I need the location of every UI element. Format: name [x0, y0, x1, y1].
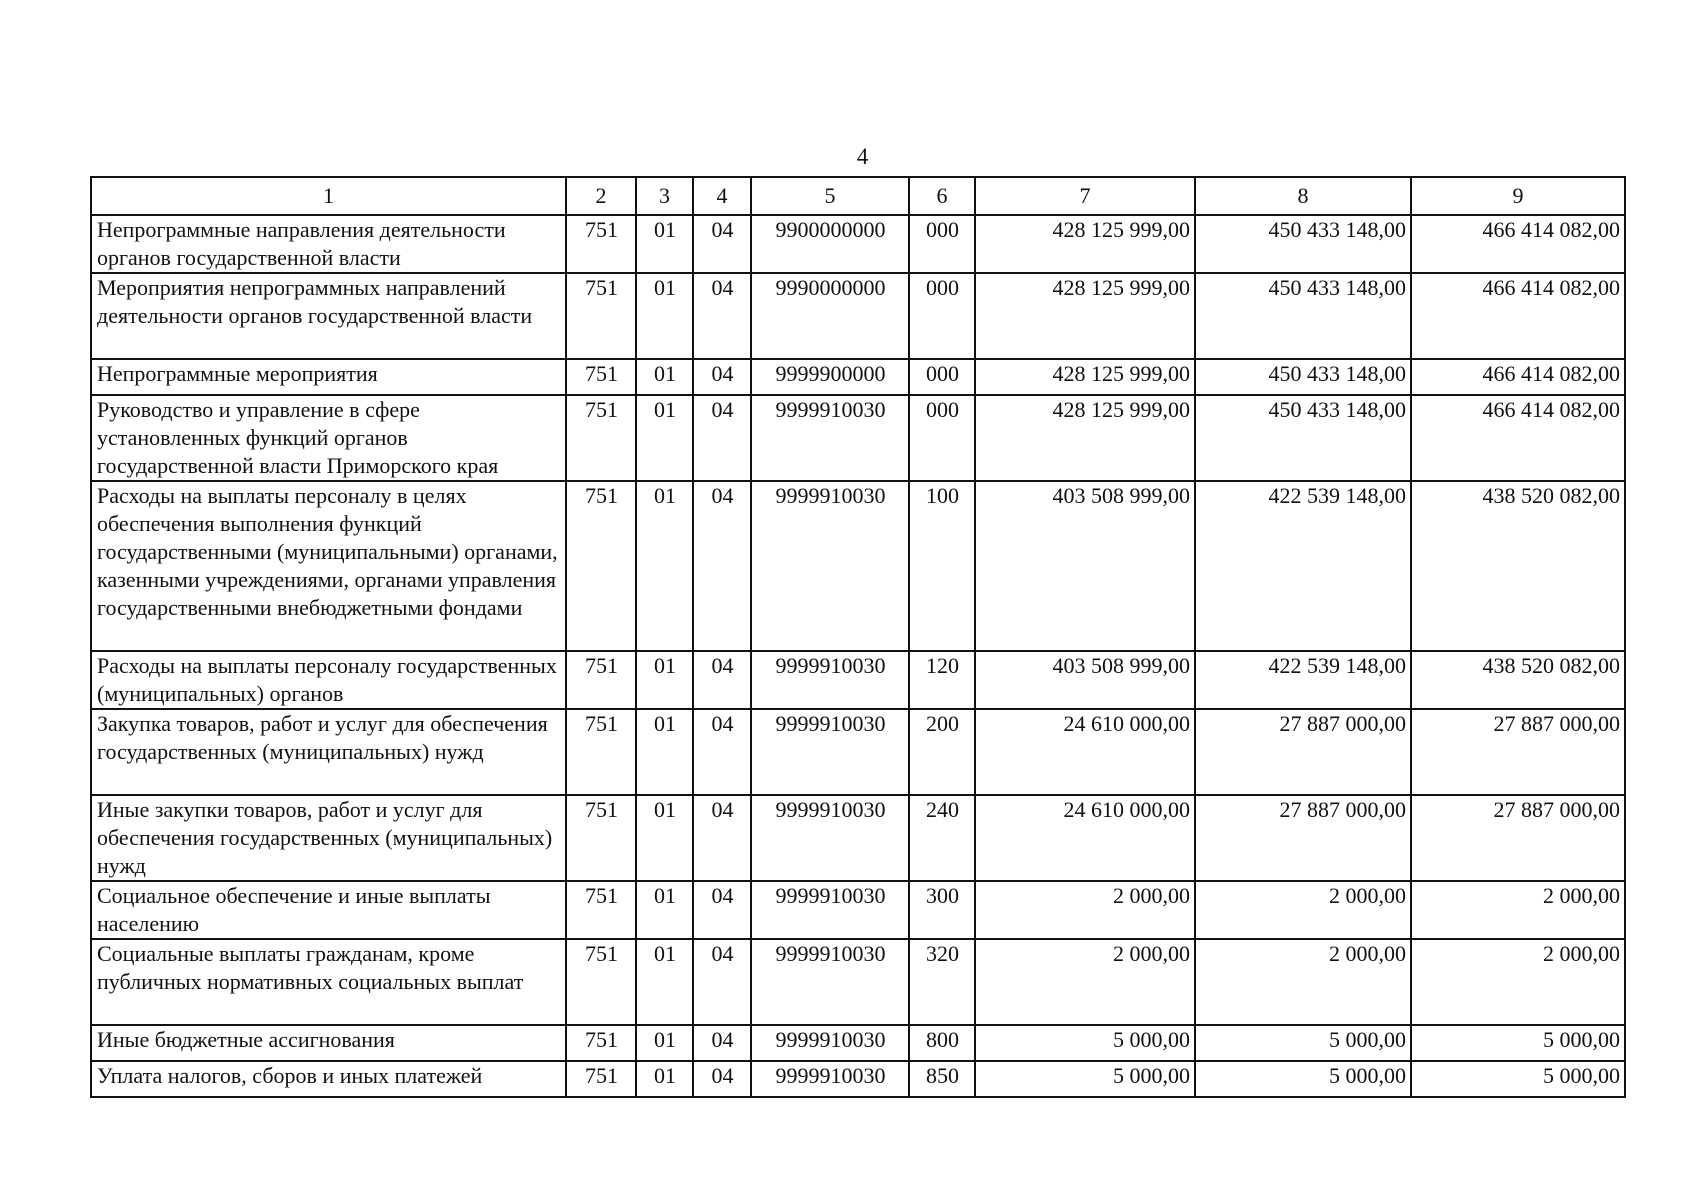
code-cell: 04 — [693, 709, 751, 795]
row-name: Непрограммные направления деятельности органов государственной власти — [91, 215, 566, 273]
code-cell: 751 — [566, 709, 636, 795]
code-cell: 000 — [909, 359, 975, 395]
amount-cell: 428 125 999,00 — [975, 359, 1195, 395]
row-name: Руководство и управление в сфере установленных функций органов государственной власти Приморского края — [91, 395, 566, 481]
code-cell: 800 — [909, 1025, 975, 1061]
code-cell: 9999910030 — [751, 1025, 909, 1061]
row-name: Социальные выплаты гражданам, кроме публичных нормативных социальных выплат — [91, 939, 566, 1025]
code-cell: 751 — [566, 881, 636, 939]
row-name: Социальное обеспечение и иные выплаты населению — [91, 881, 566, 939]
amount-cell: 428 125 999,00 — [975, 215, 1195, 273]
code-cell: 01 — [636, 939, 693, 1025]
code-cell: 01 — [636, 273, 693, 359]
amount-cell: 450 433 148,00 — [1195, 273, 1411, 359]
code-cell: 04 — [693, 273, 751, 359]
amount-cell: 403 508 999,00 — [975, 651, 1195, 709]
code-cell: 9990000000 — [751, 273, 909, 359]
amount-cell: 466 414 082,00 — [1411, 359, 1625, 395]
amount-cell: 2 000,00 — [975, 939, 1195, 1025]
amount-cell: 2 000,00 — [1411, 881, 1625, 939]
code-cell: 01 — [636, 1061, 693, 1097]
code-cell: 9999910030 — [751, 795, 909, 881]
header-row — [91, 177, 1625, 215]
code-cell: 751 — [566, 939, 636, 1025]
code-cell: 320 — [909, 939, 975, 1025]
code-cell: 04 — [693, 651, 751, 709]
amount-cell: 450 433 148,00 — [1195, 359, 1411, 395]
table-row — [91, 395, 1625, 481]
header-cell: 7 — [975, 177, 1195, 215]
code-cell: 04 — [693, 939, 751, 1025]
amount-cell: 438 520 082,00 — [1411, 651, 1625, 709]
code-cell: 000 — [909, 273, 975, 359]
header-cell: 6 — [909, 177, 975, 215]
code-cell: 04 — [693, 359, 751, 395]
table-row — [91, 651, 1625, 709]
table-row — [91, 273, 1625, 359]
amount-cell: 403 508 999,00 — [975, 481, 1195, 651]
code-cell: 04 — [693, 795, 751, 881]
amount-cell: 466 414 082,00 — [1411, 395, 1625, 481]
amount-cell: 2 000,00 — [975, 881, 1195, 939]
code-cell: 9999910030 — [751, 395, 909, 481]
code-cell: 9999910030 — [751, 651, 909, 709]
code-cell: 01 — [636, 395, 693, 481]
table-row — [91, 709, 1625, 795]
code-cell: 300 — [909, 881, 975, 939]
code-cell: 9999910030 — [751, 939, 909, 1025]
amount-cell: 27 887 000,00 — [1411, 795, 1625, 881]
code-cell: 9999900000 — [751, 359, 909, 395]
row-name: Иные бюджетные ассигнования — [91, 1025, 566, 1061]
code-cell: 01 — [636, 709, 693, 795]
amount-cell: 24 610 000,00 — [975, 709, 1195, 795]
row-name: Непрограммные мероприятия — [91, 359, 566, 395]
amount-cell: 422 539 148,00 — [1195, 651, 1411, 709]
row-name: Уплата налогов, сборов и иных платежей — [91, 1061, 566, 1097]
code-cell: 751 — [566, 481, 636, 651]
amount-cell: 450 433 148,00 — [1195, 395, 1411, 481]
header-cell: 5 — [751, 177, 909, 215]
code-cell: 04 — [693, 1061, 751, 1097]
header-cell: 1 — [91, 177, 566, 215]
table-row — [91, 359, 1625, 395]
header-cell: 2 — [566, 177, 636, 215]
table-row — [91, 939, 1625, 1025]
code-cell: 751 — [566, 1025, 636, 1061]
code-cell: 751 — [566, 795, 636, 881]
code-cell: 120 — [909, 651, 975, 709]
code-cell: 04 — [693, 881, 751, 939]
code-cell: 100 — [909, 481, 975, 651]
row-name: Расходы на выплаты персоналу в целях обеспечения выполнения функций государственными (муниципальными) органами, казенными учреждениями, органами управления государственными внебюджетными фондами — [91, 481, 566, 651]
code-cell: 751 — [566, 215, 636, 273]
amount-cell: 27 887 000,00 — [1195, 709, 1411, 795]
row-name: Иные закупки товаров, работ и услуг для обеспечения государственных (муниципальных) нужд — [91, 795, 566, 881]
table-row — [91, 481, 1625, 651]
code-cell: 9999910030 — [751, 709, 909, 795]
code-cell: 01 — [636, 481, 693, 651]
code-cell: 04 — [693, 395, 751, 481]
code-cell: 751 — [566, 1061, 636, 1097]
code-cell: 240 — [909, 795, 975, 881]
amount-cell: 2 000,00 — [1195, 881, 1411, 939]
amount-cell: 5 000,00 — [975, 1025, 1195, 1061]
header-cell: 3 — [636, 177, 693, 215]
code-cell: 850 — [909, 1061, 975, 1097]
table-row — [91, 1025, 1625, 1061]
page-number: 4 — [856, 144, 869, 169]
table-row — [91, 215, 1625, 273]
code-cell: 04 — [693, 215, 751, 273]
amount-cell: 5 000,00 — [1195, 1061, 1411, 1097]
code-cell: 200 — [909, 709, 975, 795]
code-cell: 9999910030 — [751, 881, 909, 939]
code-cell: 9900000000 — [751, 215, 909, 273]
amount-cell: 24 610 000,00 — [975, 795, 1195, 881]
code-cell: 000 — [909, 215, 975, 273]
table-row — [91, 881, 1625, 939]
code-cell: 01 — [636, 795, 693, 881]
code-cell: 751 — [566, 651, 636, 709]
amount-cell: 5 000,00 — [1195, 1025, 1411, 1061]
code-cell: 9999910030 — [751, 481, 909, 651]
code-cell: 000 — [909, 395, 975, 481]
header-cell: 9 — [1411, 177, 1625, 215]
amount-cell: 466 414 082,00 — [1411, 215, 1625, 273]
amount-cell: 450 433 148,00 — [1195, 215, 1411, 273]
code-cell: 01 — [636, 881, 693, 939]
amount-cell: 5 000,00 — [1411, 1025, 1625, 1061]
header-cell: 8 — [1195, 177, 1411, 215]
code-cell: 04 — [693, 1025, 751, 1061]
amount-cell: 428 125 999,00 — [975, 395, 1195, 481]
amount-cell: 428 125 999,00 — [975, 273, 1195, 359]
code-cell: 751 — [566, 273, 636, 359]
header-cell: 4 — [693, 177, 751, 215]
amount-cell: 466 414 082,00 — [1411, 273, 1625, 359]
amount-cell: 27 887 000,00 — [1411, 709, 1625, 795]
row-name: Мероприятия непрограммных направлений деятельности органов государственной власти — [91, 273, 566, 359]
code-cell: 04 — [693, 481, 751, 651]
amount-cell: 2 000,00 — [1411, 939, 1625, 1025]
table-row — [91, 1061, 1625, 1097]
amount-cell: 422 539 148,00 — [1195, 481, 1411, 651]
code-cell: 751 — [566, 359, 636, 395]
budget-table — [90, 176, 1626, 1098]
code-cell: 01 — [636, 651, 693, 709]
code-cell: 01 — [636, 215, 693, 273]
code-cell: 01 — [636, 1025, 693, 1061]
amount-cell: 27 887 000,00 — [1195, 795, 1411, 881]
amount-cell: 5 000,00 — [975, 1061, 1195, 1097]
code-cell: 9999910030 — [751, 1061, 909, 1097]
row-name: Закупка товаров, работ и услуг для обеспечения государственных (муниципальных) нужд — [91, 709, 566, 795]
amount-cell: 5 000,00 — [1411, 1061, 1625, 1097]
amount-cell: 2 000,00 — [1195, 939, 1411, 1025]
row-name: Расходы на выплаты персоналу государственных (муниципальных) органов — [91, 651, 566, 709]
code-cell: 751 — [566, 395, 636, 481]
table-row — [91, 795, 1625, 881]
amount-cell: 438 520 082,00 — [1411, 481, 1625, 651]
code-cell: 01 — [636, 359, 693, 395]
